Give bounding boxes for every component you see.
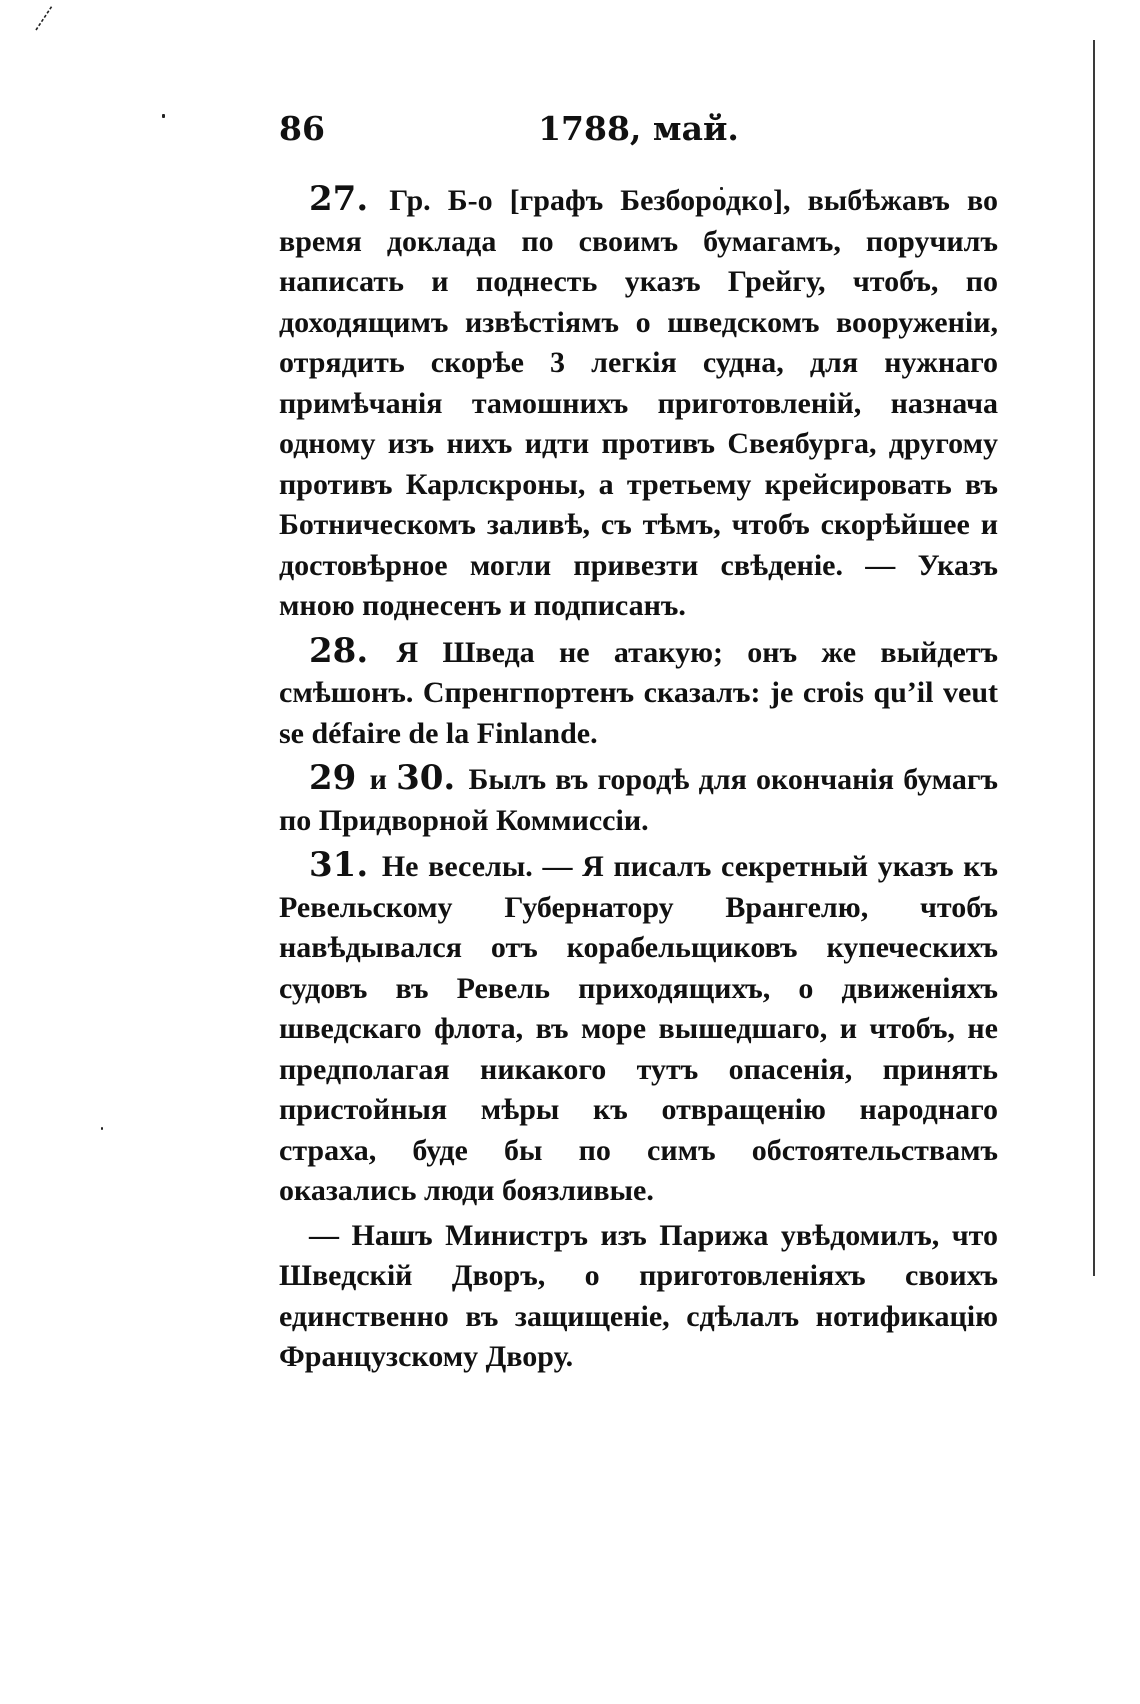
entry-conjunction: и xyxy=(369,763,387,796)
entry-number-second: 30. xyxy=(396,758,456,798)
book-page xyxy=(279,104,998,1382)
entry-number: 28. xyxy=(309,630,369,671)
running-title: 1788, май. xyxy=(538,109,739,148)
diary-entry-28 xyxy=(279,631,998,755)
scan-mark xyxy=(34,4,54,32)
entry-number: 27. xyxy=(309,179,369,219)
diary-entry-dash xyxy=(279,1216,998,1378)
entry-number: 29 xyxy=(309,758,357,798)
page-number: 86 xyxy=(279,109,325,148)
entry-text: Я Шведа не атакую; онъ же выйдетъ смѣшонъ. Спренгпортенъ сказалъ: je crois qu’il veut se défaire de la Finlande. xyxy=(279,635,999,750)
entry-text: Не веселы. — Я писалъ секретный указъ къ Ревельскому Губернатору Врангелю, чтобъ навѣдывался отъ корабельщиковъ купеческихъ судовъ въ Ревель приходящихъ, о движеніяхъ шведскаго флота, въ море вышедшаго, и чтобъ, не предполагая никакого тутъ опасенія, принять пристойныя мѣры къ отвращенію народнаго страха, буде бы по симъ обстоятельствамъ оказались люди боязливые. xyxy=(279,850,999,1207)
diary-entry-27 xyxy=(279,179,998,627)
diary-entry-31 xyxy=(279,845,998,1212)
scan-edge-line xyxy=(1093,40,1095,1276)
scan-speck xyxy=(162,114,165,118)
running-head xyxy=(279,104,998,154)
entry-text: Нашъ Министръ изъ Парижа увѣдомилъ, что Шведскій Дворъ, о приготовленіяхъ своихъ единственно въ защищеніе, сдѣлалъ нотификацію Французскому Двору. xyxy=(279,1218,998,1373)
entry-text: Былъ въ городѣ для окончанія бумагъ по Придворной Коммиссіи. xyxy=(279,763,999,837)
entry-number: 31. xyxy=(309,845,369,885)
entry-text: Гр. Б-о [графъ Безбородко], выбѣжавъ во время доклада по своимъ бумагамъ, поручилъ написать и поднесть указъ Грейгу, чтобъ, по доходящимъ извѣстіямъ о шведскомъ вооруженіи, отрядить скорѣе 3 легкія судна, для нужнаго примѣчанія тамошнихъ приготовленій, назнача одному изъ нихъ идти противъ Свеябурга, другому противъ Карлскроны, а третьему крейсировать въ Ботническомъ заливѣ, съ тѣмъ, чтобъ скорѣйшее и достовѣрное могли привезти свѣденіе. — Указъ мною поднесенъ и подписанъ. xyxy=(279,184,999,622)
diary-entry-29-30 xyxy=(279,758,998,841)
scan-speck xyxy=(101,1127,103,1130)
entry-dash: — xyxy=(309,1218,339,1252)
